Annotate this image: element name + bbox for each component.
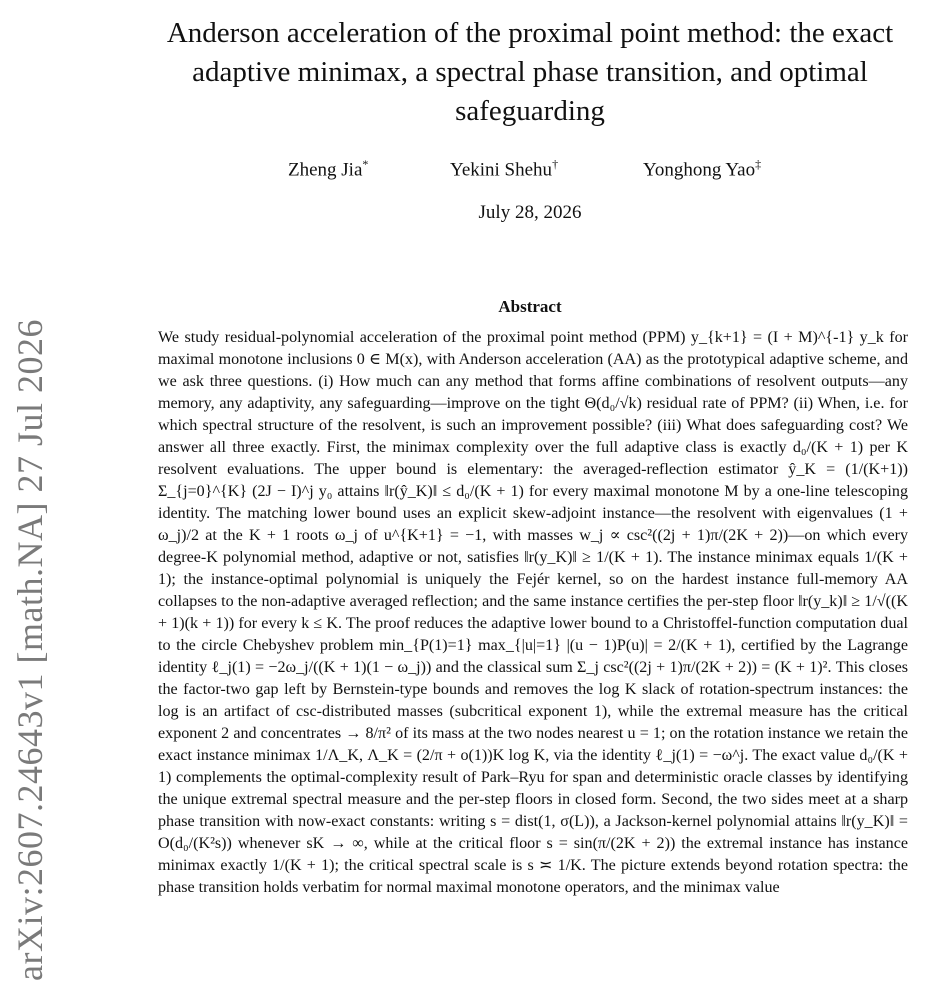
abstract-heading: Abstract [498,297,562,316]
abstract-body: We study residual-polynomial acceleration of the proximal point method (PPM) y_{k+1} = (I + M)^{-1} y_k for maximal monotone inclusions 0 ∈ M(x), with Anderson acceleration (AA) as the prototypical adaptive scheme, and we ask three questions. (i) How much can any method that forms affine combinations of resolvent outputs—any memory, any adaptivity, any safeguarding—improve on the tight Θ(d₀/√k) residual rate of PPM? (ii) When, i.e. for which spectral structure of the resolvent, is such an improvement possible? (iii) What does safeguarding cost? We answer all three exactly. First, the minimax complexity over the full adaptive class is exactly d₀/(K + 1) per K resolvent evaluations. The upper bound is elementary: the averaged-reflection estimator ŷ_K = (1/(K+1)) Σ_{j=0}^{K} (2J − I)^j y₀ attains ‖r(ŷ_K)‖ ≤ d₀/(K + 1) for every maximal monotone M by a one-line telescoping identity. The matching lower bound uses an explicit skew-adjoint instance—the resolvent with eigenvalues (1 + ω_j)/2 at the K + 1 roots ω_j of u^{K+1} = −1, with masses w_j ∝ csc²((2j + 1)π/(2K + 2))—on which every degree-K polynomial method, adaptive or not, satisfies ‖r(y_K)‖ ≥ 1/(K + 1). The instance minimax equals 1/(K + 1); the instance-optimal polynomial is uniquely the Fejér kernel, so on the hardest instance full-memory AA collapses to the non-adaptive averaged reflection; and the same instance certifies the per-step floor ‖r(y_k)‖ ≥ 1/√((K + 1)(k + 1)) for every k ≤ K. The proof reduces the adaptive lower bound to a Christoffel-function computation dual to the circle Chebyshev problem min_{P(1)=1} max_{|u|=1} |(u − 1)P(u)| = 2/(K + 1), certified by the Lagrange identity ℓ_j(1) = −2ω_j/((K + 1)(1 − ω_j)) and the classical sum Σ_j csc²((2j + 1)π/(2K + 2)) = (K + 1)². This closes the factor-two gap left by Bernstein-type bounds and removes the log K slack of rotation-spectrum instances: the log is an artifact of csc-distributed masses (subcritical exponent 1), while the extremal measure has the critical exponent 2 and concentrates → 8/π² of its mass at the two nodes nearest u = 1; on the rotation instance we retain the exact instance minimax 1/Λ_K, Λ_K = (2/π + o(1))K log K, via the identity ℓ_j(1) = −ω^j. The exact value d₀/(K + 1) complements the optimal-complexity result of Park–Ryu for span and deterministic oracle classes by identifying the unique extremal spectral measure and the per-step floors in closed form. Second, the two sides meet at a sharp phase transition with now-exact constants: writing s = dist(1, σ(L)), a Jackson-kernel polynomial attains ‖r(y_K)‖ = O(d₀/(K²s)) whenever sK → ∞, while at the critical floor s = sin(π/(2K + 2)) the extremal instance has instance minimax exactly 1/(K + 1); the critical spectral scale is s ≍ 1/K. The picture extends beyond rotation spectra: the phase transition holds verbatim for normal maximal monotone operators, and the minimax value [158,329,908,896]
paper-title: Anderson acceleration of the proximal point method: the exact adaptive minimax, a spectral phase transition, and optimal safeguarding [166,17,894,127]
author-name-text: Zheng Jia [288,159,363,181]
author-name [288,157,368,181]
author-name [643,157,761,181]
arxiv-identifier-text: arXiv:2607.24643v1 [math.NA] 27 Jul 2026 [10,319,50,981]
author-footnote-mark: ‡ [755,157,762,171]
author-name-text: Yekini Shehu [450,159,553,181]
author-footnote-mark: † [552,157,559,171]
author-name-text: Yonghong Yao [643,159,756,181]
arxiv-identifier-stamp [0,0,60,1000]
author-name [450,157,558,181]
paper-date: July 28, 2026 [478,202,582,223]
author-list [288,157,808,183]
author-footnote-mark: * [362,157,369,171]
